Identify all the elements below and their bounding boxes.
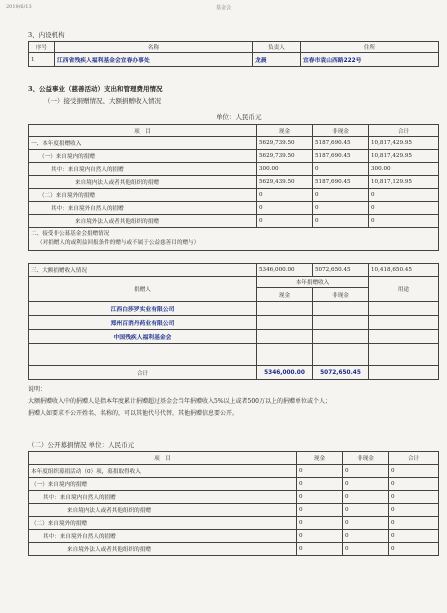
donor-row xyxy=(29,302,439,316)
cell-noncash: 0 xyxy=(343,504,389,517)
table-row xyxy=(29,504,439,517)
usage-header: 用途 xyxy=(369,277,439,302)
cell-noncash: 0 xyxy=(343,491,389,504)
row-label: （一）来自境内的捐赠 xyxy=(29,478,297,491)
table-row xyxy=(29,465,439,478)
cell-cash: 0 xyxy=(257,202,313,215)
year-income-header: 本年捐赠收入 xyxy=(257,277,369,288)
cell-cash: 0 xyxy=(257,189,313,202)
col-header-total: 合计 xyxy=(389,452,439,465)
cell-index: 1 xyxy=(29,53,55,67)
cell-total: 0 xyxy=(389,543,439,556)
cell-total: 0 xyxy=(389,491,439,504)
row-label: 本年度组织募捐活动（0）项，募捐取得收入 xyxy=(29,465,297,478)
empty-cell xyxy=(29,344,257,366)
table-row xyxy=(29,202,439,215)
cell-total: 0 xyxy=(389,478,439,491)
explain-line-1: 大额捐赠收入中的捐赠人是指本年度累计捐赠超过基金会当年捐赠收入5%以上或者500万以上的捐赠单位或个人； xyxy=(28,398,331,405)
cell-total: 0 xyxy=(369,202,439,215)
row-label: 一、本年度捐赠收入 xyxy=(29,137,257,150)
cell-cash: 0 xyxy=(297,543,343,556)
cell-cash: 300.00 xyxy=(257,163,313,176)
table-row xyxy=(29,176,439,189)
donor-name: 郑州百消丹药业有限公司 xyxy=(29,316,257,330)
cell-name: 江西省残疾人福利基金会宜春办事处 xyxy=(55,53,253,67)
total-usage xyxy=(369,366,439,380)
big-donations-table xyxy=(28,263,439,380)
row-label: 其中：来自境外自然人的捐赠 xyxy=(29,202,257,215)
section-subtitle-donations: （一）接受捐赠情况、大额捐赠收入情况 xyxy=(44,97,161,105)
print-title: 基金会 xyxy=(216,5,232,11)
cell-cash: 0 xyxy=(297,465,343,478)
cell-noncash: 0 xyxy=(343,465,389,478)
col-header-name: 名称 xyxy=(55,42,253,53)
row-label: （二）来自境外的捐赠 xyxy=(29,517,297,530)
empty-cell xyxy=(257,344,313,366)
donor-name: 江西白莎罗实业有限公司 xyxy=(29,302,257,316)
total-cash: 5346,000.00 xyxy=(257,366,313,380)
cell-total: 300.00 xyxy=(369,163,439,176)
cell-cash: 5629,739.50 xyxy=(257,150,313,163)
noncash-header: 非现金 xyxy=(313,288,369,302)
table-row xyxy=(29,517,439,530)
donor-name: 中国残疾人福利基金会 xyxy=(29,330,257,344)
donor-noncash xyxy=(313,302,369,316)
cell-cash: 0 xyxy=(297,478,343,491)
col-header-noncash: 非现金 xyxy=(313,125,369,137)
cell-leader: 龙晨 xyxy=(253,53,301,67)
donor-usage xyxy=(369,330,439,344)
big-row-noncash: 5072,650.45 xyxy=(313,264,369,277)
accept-row xyxy=(29,228,439,251)
col-header-total: 合计 xyxy=(369,125,439,137)
empty-cell xyxy=(313,344,369,366)
row-label: 来自境外法人或者其他组织的捐赠 xyxy=(29,215,257,228)
explain-title: 说明： xyxy=(28,386,47,393)
col-header-cash: 现金 xyxy=(297,452,343,465)
donor-row xyxy=(29,316,439,330)
table-row xyxy=(29,228,439,251)
row-label: 其中：来自境外自然人的捐赠 xyxy=(29,530,297,543)
col-header-item: 项 目 xyxy=(29,125,257,137)
cell-cash: 0 xyxy=(297,530,343,543)
cell-noncash: 5187,690.45 xyxy=(313,150,369,163)
cell-cash: 0 xyxy=(297,517,343,530)
cash-header: 现金 xyxy=(257,288,313,302)
table-row xyxy=(29,264,439,277)
table-row xyxy=(29,163,439,176)
cell-total: 0 xyxy=(369,215,439,228)
cell-noncash: 0 xyxy=(313,163,369,176)
row-label: 来自境内法人或者其他组织的捐赠 xyxy=(29,504,297,517)
unit-label: 单位：人民币元 xyxy=(216,113,262,121)
cell-total: 0 xyxy=(369,189,439,202)
donor-noncash xyxy=(313,330,369,344)
donations-table xyxy=(28,124,439,251)
cell-noncash: 0 xyxy=(343,478,389,491)
big-row-label: 三、大额捐赠收入情况 xyxy=(29,264,257,277)
explain-line-2: 捐赠人如要求不公开姓名、名称的，可以其他代号代替，其他捐赠信息要公开。 xyxy=(28,410,239,417)
empty-row xyxy=(29,344,439,366)
big-row-cash: 5346,000.00 xyxy=(257,264,313,277)
row-label: 其中：来自境内自然人的捐赠 xyxy=(29,163,257,176)
row-label: 来自境外法人或者其他组织的捐赠 xyxy=(29,543,297,556)
section-title-fundraising: （二）公开募捐情况 单位：人民币元 xyxy=(28,441,135,449)
col-header-cash: 现金 xyxy=(257,125,313,137)
empty-cell xyxy=(369,344,439,366)
internal-org-table xyxy=(28,41,439,67)
cell-total: 10,817,429.95 xyxy=(369,150,439,163)
cell-total: 0 xyxy=(389,504,439,517)
donor-usage xyxy=(369,316,439,330)
donor-cash xyxy=(257,302,313,316)
cell-total: 0 xyxy=(389,517,439,530)
col-header-item: 项 目 xyxy=(29,452,297,465)
table-row xyxy=(29,530,439,543)
accept-row-label: 二、接受非公募基金会捐赠情况 xyxy=(31,231,110,237)
cell-cash: 0 xyxy=(297,504,343,517)
col-header-noncash: 非现金 xyxy=(343,452,389,465)
print-date: 2019/6/13 xyxy=(6,4,32,10)
total-label: 合计 xyxy=(29,366,257,380)
cell-noncash: 0 xyxy=(313,215,369,228)
cell-cash: 5629,739.50 xyxy=(257,137,313,150)
row-label: 其中：来自境内自然人的捐赠 xyxy=(29,491,297,504)
cell-total: 10,817,429.95 xyxy=(369,137,439,150)
col-header-index: 序号 xyxy=(29,42,55,53)
row-label: （一）来自境内的捐赠 xyxy=(29,150,257,163)
table-row xyxy=(29,215,439,228)
table-row xyxy=(29,150,439,163)
fundraising-table xyxy=(28,451,439,556)
cell-noncash: 0 xyxy=(343,543,389,556)
accept-row-note: （对捐赠人的或利益回报条件的赠与或不属于公益慈善目的赠与） xyxy=(37,240,200,246)
donor-usage xyxy=(369,302,439,316)
donor-cash xyxy=(257,316,313,330)
cell-cash: 0 xyxy=(257,215,313,228)
big-row-total: 10,418,650.45 xyxy=(369,264,439,277)
col-header-address: 住所 xyxy=(301,42,439,53)
cell-cash: 0 xyxy=(297,491,343,504)
donor-row xyxy=(29,330,439,344)
table-row xyxy=(29,137,439,150)
cell-total: 0 xyxy=(389,465,439,478)
total-row xyxy=(29,366,439,380)
row-label: （二）来自境外的捐赠 xyxy=(29,189,257,202)
cell-cash: 5629,439.50 xyxy=(257,176,313,189)
donor-header: 捐赠人 xyxy=(29,277,257,302)
cell-total: 0 xyxy=(389,530,439,543)
row-label: 来自境内法人或者其他组织的捐赠 xyxy=(29,176,257,189)
cell-noncash: 0 xyxy=(343,530,389,543)
section-title-public: 3、公益事业（慈善活动）支出和管理费用情况 xyxy=(28,85,163,93)
cell-total: 10,817,129.95 xyxy=(369,176,439,189)
cell-noncash: 0 xyxy=(313,189,369,202)
total-noncash: 5072,650.45 xyxy=(313,366,369,380)
table-row xyxy=(29,543,439,556)
donor-noncash xyxy=(313,316,369,330)
section-title-internal: 3、内设机构 xyxy=(28,31,65,39)
table-row xyxy=(29,189,439,202)
cell-noncash: 0 xyxy=(313,202,369,215)
table-row xyxy=(29,478,439,491)
cell-noncash: 5187,690.45 xyxy=(313,176,369,189)
cell-address: 宜春市袁山西路222号 xyxy=(301,53,439,67)
cell-noncash: 0 xyxy=(343,517,389,530)
table-row xyxy=(29,491,439,504)
donor-cash xyxy=(257,330,313,344)
col-header-leader: 负责人 xyxy=(253,42,301,53)
cell-noncash: 5187,690.45 xyxy=(313,137,369,150)
